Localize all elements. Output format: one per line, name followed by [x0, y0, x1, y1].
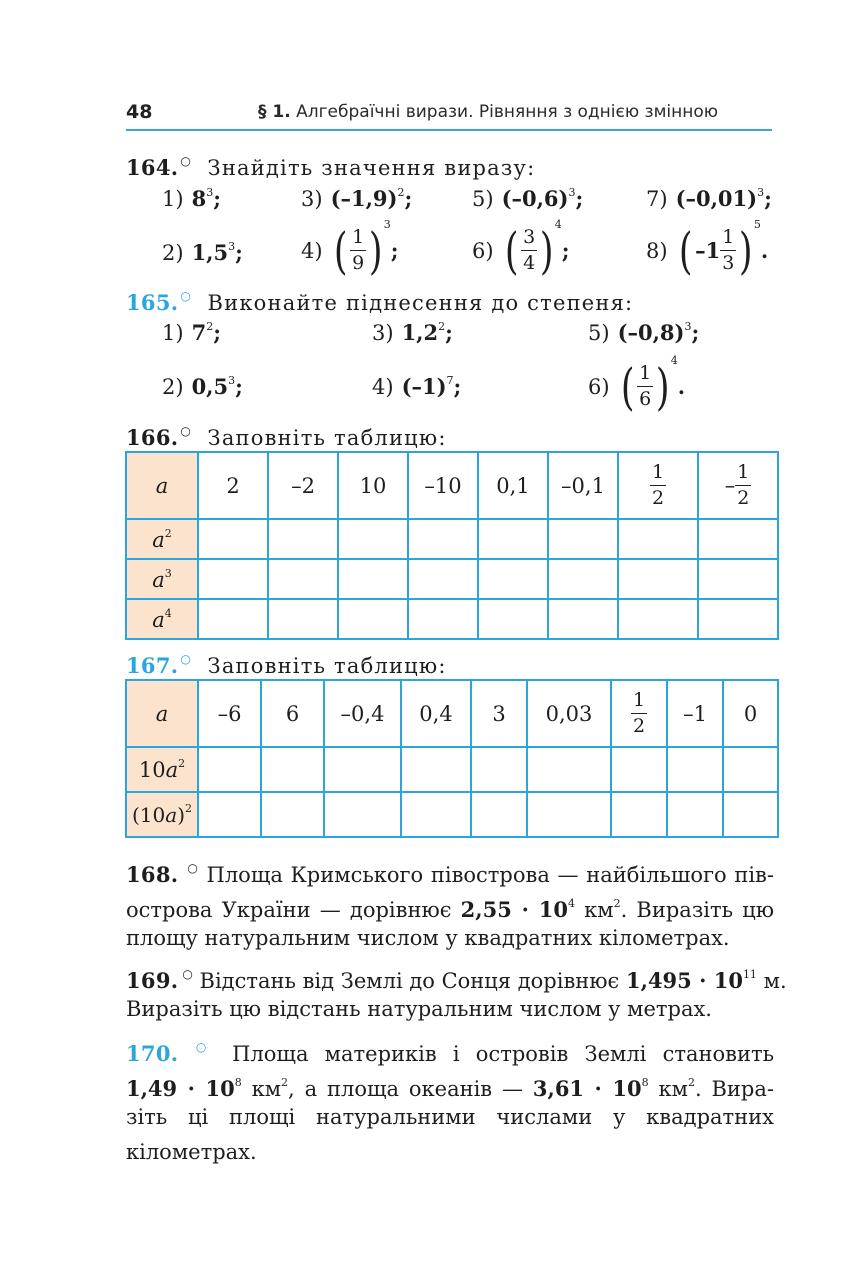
text-line: острова України — дорівнює $2,55 \cdot 10^4$ $км^2$. Виразіть цю [126, 897, 774, 922]
text-line: площу натуральним числом у квадратних кілометрах. [126, 926, 730, 950]
table-cell [268, 559, 338, 599]
section-title: Алгебраїчні вирази. Рівняння з однією змінною [296, 102, 719, 122]
table-cell: –0,1 [548, 452, 618, 519]
table-cell [401, 792, 471, 837]
problem-165-item-1: 1) $7^2$; [162, 320, 221, 345]
problem-number: 166. [126, 425, 179, 450]
table-cell [261, 792, 324, 837]
table-cell [198, 792, 261, 837]
section-header [258, 102, 718, 122]
table-cell: 0,1 [478, 452, 548, 519]
table-header-cell: $(10a)^2$ [126, 792, 198, 837]
table-cell: –10 [408, 452, 478, 519]
section-mark: § 1. [258, 102, 291, 122]
table-cell [198, 599, 268, 639]
problem-165-item-5: 5) $(-0,8)^3$; [588, 320, 700, 345]
problem-text: Виконайте піднесення до степеня: [207, 291, 634, 315]
table-cell [618, 559, 698, 599]
text-line: 168. ○ Площа Кримського півострова — найбільшого пів- [126, 861, 774, 887]
problem-number: 167. [126, 653, 179, 678]
table-cell [408, 559, 478, 599]
table-cell [611, 792, 667, 837]
table-cell [408, 599, 478, 639]
table-cell [408, 519, 478, 559]
table-row [126, 599, 778, 639]
table-cell: –1 [667, 680, 723, 747]
table-cell [198, 747, 261, 792]
problem-number: 165. [126, 290, 179, 315]
table-cell [338, 599, 408, 639]
table-cell [723, 747, 778, 792]
table-cell: $\frac{1}{2}$ [611, 680, 667, 747]
table-cell: 6 [261, 680, 324, 747]
problem-164-heading [126, 154, 535, 180]
table-cell [338, 519, 408, 559]
table-cell [667, 747, 723, 792]
table-row [126, 519, 778, 559]
text-line: кілометрах. [126, 1140, 257, 1164]
table-cell: 10 [338, 452, 408, 519]
table-cell [268, 599, 338, 639]
table-cell: 2 [198, 452, 268, 519]
circle-mark-icon: ○ [180, 424, 191, 438]
problem-text: Заповніть таблицю: [207, 654, 447, 678]
text-line: $1,49 \cdot 10^8$ $км^2$, а площа океанів — $3,61 \cdot 10^8$ $км^2$. Вира- [126, 1076, 774, 1101]
problem-text: Заповніть таблицю: [207, 426, 447, 450]
text-line: зіть ці площі натуральними числами у квадратних [126, 1105, 774, 1129]
table-header-cell: $a^3$ [126, 559, 198, 599]
table-row [126, 792, 778, 837]
text-line: Виразіть цю відстань натуральним числом у метрах. [126, 997, 712, 1021]
table-row [126, 747, 778, 792]
table-166 [125, 451, 779, 640]
table-cell [698, 599, 778, 639]
problem-164-item-4: 4) ( $\frac{1}{9}$ )$^3$; [301, 218, 399, 280]
table-cell [471, 792, 527, 837]
circle-mark-icon: ○ [180, 652, 191, 666]
table-cell [618, 599, 698, 639]
table-cell: 0,03 [527, 680, 611, 747]
table-header-cell: $a^4$ [126, 599, 198, 639]
table-cell [401, 747, 471, 792]
table-cell: –6 [198, 680, 261, 747]
table-cell: 3 [471, 680, 527, 747]
table-cell [527, 792, 611, 837]
table-header-cell: $10a^2$ [126, 747, 198, 792]
header-rule [126, 129, 772, 131]
table-header-cell: a [126, 680, 198, 747]
table-cell [618, 519, 698, 559]
table-cell [723, 792, 778, 837]
table-cell: –2 [268, 452, 338, 519]
problem-167-heading [126, 652, 447, 678]
table-cell [548, 559, 618, 599]
table-cell [198, 519, 268, 559]
problem-165-item-3: 3) $1,2^2$; [372, 320, 453, 345]
problem-165-item-2: 2) $0,5^3$; [162, 374, 243, 399]
table-header-cell: a [126, 452, 198, 519]
problem-168 [126, 851, 774, 956]
problem-166-heading [126, 424, 447, 450]
problem-164-item-3: 3) $(-1,9)^2$; [301, 186, 413, 211]
table-cell [324, 747, 401, 792]
circle-mark-icon: ○ [180, 289, 191, 303]
table-cell [198, 559, 268, 599]
circle-mark-icon: ○ [180, 154, 191, 168]
table-cell [268, 519, 338, 559]
problem-164-item-6: 6) ( $\frac{3}{4}$ )$^4$; [472, 218, 570, 280]
page-number: 48 [126, 101, 153, 123]
table-cell [698, 559, 778, 599]
table-cell [667, 792, 723, 837]
table-cell [527, 747, 611, 792]
table-cell [261, 747, 324, 792]
problem-165-item-4: 4) $(-1)^7$; [372, 374, 462, 399]
table-cell: 0,4 [401, 680, 471, 747]
table-cell: 0 [723, 680, 778, 747]
table-cell [478, 519, 548, 559]
table-cell [338, 559, 408, 599]
problem-164-item-5: 5) $(-0,6)^3$; [472, 186, 584, 211]
problem-164-item-1: 1) $8^3$; [162, 186, 221, 211]
table-167 [125, 679, 779, 838]
problem-text: Знайдіть значення виразу: [207, 156, 536, 180]
table-row [126, 452, 778, 519]
table-cell [611, 747, 667, 792]
table-cell [478, 559, 548, 599]
table-cell [324, 792, 401, 837]
table-cell [548, 599, 618, 639]
problem-170 [126, 1030, 774, 1170]
table-cell: $\frac{1}{2}$ [618, 452, 698, 519]
table-cell: –0,4 [324, 680, 401, 747]
problem-169 [126, 957, 787, 1027]
table-cell [548, 519, 618, 559]
table-header-cell: $a^2$ [126, 519, 198, 559]
table-row [126, 559, 778, 599]
problem-164-item-7: 7) $(-0,01)^3$; [646, 186, 772, 211]
text-line: 170. ○ Площа материків і островів Землі становить [126, 1040, 774, 1066]
table-cell [478, 599, 548, 639]
problem-number: 164. [126, 155, 179, 180]
table-cell [698, 519, 778, 559]
problem-164-item-2: 2) $1,5^3$; [162, 240, 243, 265]
text-line: 169. ○ Відстань від Землі до Сонця дорівнює $1,495 \cdot 10^{11}$ м. [126, 967, 787, 993]
problem-164-item-8: 8) ( –1 $\frac{1}{3}$ )$^5$. [646, 218, 769, 280]
problem-165-item-6: 6) ( $\frac{1}{6}$ )$^4$. [588, 354, 685, 416]
table-cell [471, 747, 527, 792]
table-row [126, 680, 778, 747]
table-cell: – $\frac{1}{2}$ [698, 452, 778, 519]
problem-165-heading [126, 289, 633, 315]
